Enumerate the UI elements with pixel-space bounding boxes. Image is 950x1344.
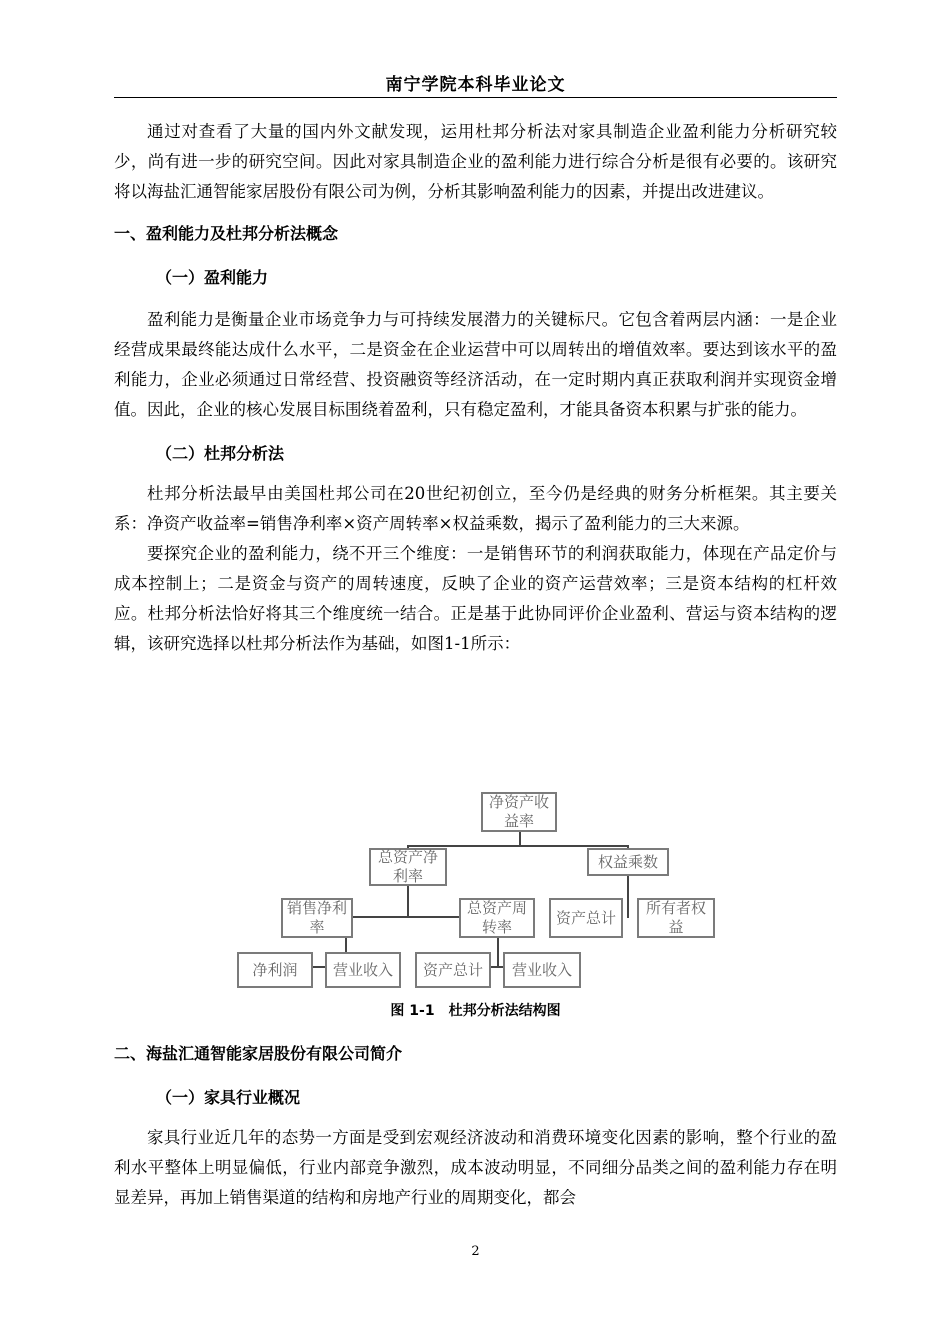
- connector-roa-down: [407, 884, 409, 918]
- page-number: 2: [471, 1244, 480, 1259]
- page-content-lower: [114, 1039, 837, 1213]
- heading-profitability: （一）盈利能力: [156, 268, 269, 287]
- paragraph-industry-overview: 家具行业近几年的态势一方面是受到宏观经济波动和消费环境变化因素的影响，整个行业的盈利水平整体上明显偏低，行业内部竞争激烈，成本波动明显，不同细分品类之间的盈利能力存在明显差异，再加上销售渠道的结构和房地产行业的周期变化，都会: [114, 1128, 837, 1207]
- node-total-assets-right: 资产总计: [549, 898, 623, 938]
- paragraph-dupont-dimensions: 要探究企业的盈利能力，绕不开三个维度：一是销售环节的利润获取能力，体现在产品定价与成本控制上；二是资金与资产的周转速度，反映了企业的资产运营效率；三是资本结构的杠杆效应。杜邦分析法恰好将其三个维度统一结合。正是基于此协同评价企业盈利、营运与资本结构的逻辑，该研究选择以杜邦分析法作为基础，如图1-1所示：: [114, 544, 837, 653]
- heading-industry-overview: （一）家具行业概况: [156, 1088, 301, 1107]
- node-revenue-right: 营业收入: [503, 952, 581, 988]
- paragraph-dupont-origin: 杜邦分析法最早由美国杜邦公司在20世纪初创立，至今仍是经典的财务分析框架。其主要关系：净资产收益率=销售净利率×资产周转率×权益乘数，揭示了盈利能力的三大来源。: [114, 484, 837, 533]
- header-rule: [114, 97, 837, 98]
- page-content: [114, 113, 837, 659]
- running-header: 南宁学院本科毕业论文: [385, 75, 566, 95]
- node-net-margin: 销售净利率: [281, 898, 353, 938]
- node-asset-turnover: 总资产周转率: [459, 898, 535, 938]
- connector-level1-bar: [407, 845, 629, 847]
- heading-section-1: 一、盈利能力及杜邦分析法概念: [114, 224, 339, 243]
- paragraph-intro: 通过对查看了大量的国内外文献发现，运用杜邦分析法对家具制造企业盈利能力分析研究较少，尚有进一步的研究空间。因此对家具制造企业的盈利能力进行综合分析是很有必要的。该研究将以海盐汇通智能家居股份有限公司为例，分析其影响盈利能力的因素，并提出改进建议。: [114, 122, 837, 201]
- node-net-profit: 净利润: [237, 952, 313, 988]
- dupont-structure-diagram: [235, 790, 715, 996]
- figure-caption: 图 1-1 杜邦分析法结构图: [390, 1003, 561, 1019]
- node-roe: 净资产收益率: [481, 792, 557, 832]
- node-revenue-left: 营业收入: [325, 952, 401, 988]
- paragraph-profitability: 盈利能力是衡量企业市场竞争力与可持续发展潜力的关键标尺。它包含着两层内涵：一是企业经营成果最终能达成什么水平，二是资金在企业运营中可以周转出的增值效率。要达到该水平的盈利能力，企业必须通过日常经营、投资融资等经济活动，在一定时期内真正获取利润并实现资金增值。因此，企业的核心发展目标围绕着盈利，只有稳定盈利，才能具备资本积累与扩张的能力。: [114, 310, 837, 419]
- node-equity-multiplier: 权益乘数: [587, 848, 669, 876]
- node-total-assets-mid: 资产总计: [415, 952, 491, 988]
- connector-roe-down: [519, 832, 521, 846]
- node-roa: 总资产净利率: [369, 848, 447, 886]
- node-owner-equity: 所有者权益: [637, 898, 715, 938]
- heading-section-2: 二、海盐汇通智能家居股份有限公司简介: [114, 1044, 403, 1063]
- heading-dupont: （二）杜邦分析法: [156, 444, 285, 463]
- connector-asset-turnover-down: [497, 936, 499, 966]
- connector-equity-multiplier-down: [627, 874, 629, 918]
